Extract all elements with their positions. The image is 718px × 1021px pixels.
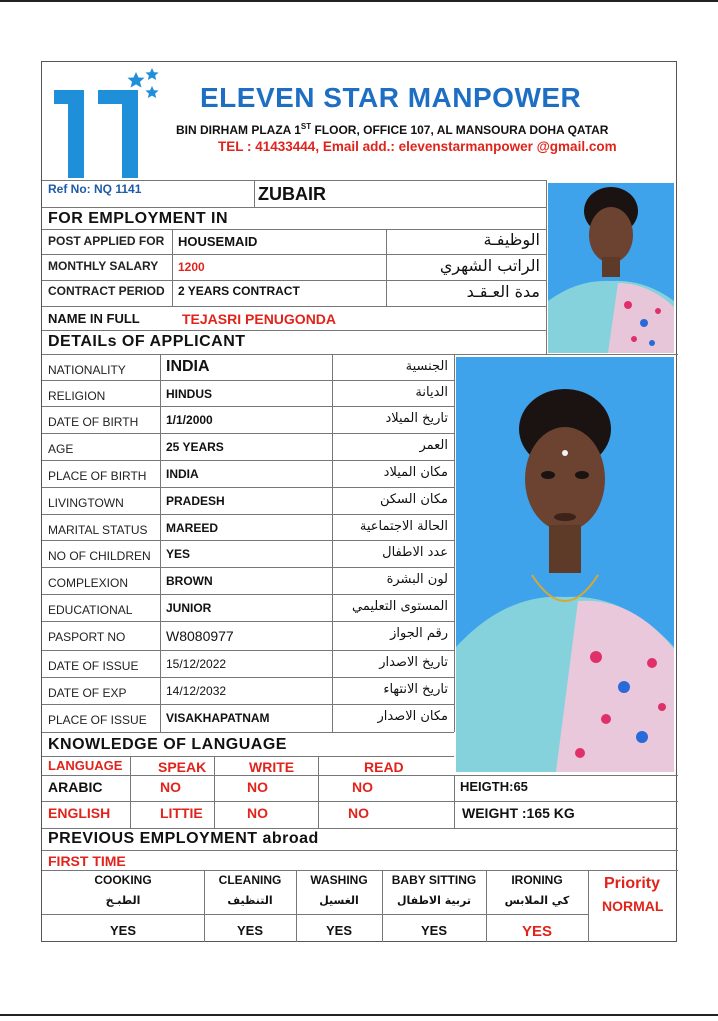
detail-value: YES xyxy=(166,547,191,561)
detail-value: PRADESH xyxy=(166,494,225,508)
detail-value: 25 YEARS xyxy=(166,440,224,454)
language-section-title: KNOWLEDGE OF LANGUAGE xyxy=(48,736,287,753)
detail-label: PLACE OF BIRTH xyxy=(48,469,147,483)
detail-label: MARITAL STATUS xyxy=(48,523,148,537)
detail-label: RELIGION xyxy=(48,389,106,403)
english-read: NO xyxy=(348,805,369,821)
skill-value: YES xyxy=(236,923,263,938)
detail-arabic: مكان الميلاد xyxy=(383,465,448,480)
arabic-read: NO xyxy=(352,779,373,795)
company-name: ELEVEN STAR MANPOWER xyxy=(200,82,582,113)
skill-arabic: التنظيف xyxy=(227,894,273,907)
salary-arabic: الراتب الشهري xyxy=(439,256,540,275)
skill-value: YES xyxy=(420,923,447,938)
detail-value: HINDUS xyxy=(166,387,213,401)
detail-label: NO OF CHILDREN xyxy=(48,549,151,563)
detail-value: INDIA xyxy=(166,467,199,481)
english-speak: LITTIE xyxy=(160,805,203,821)
detail-label: COMPLEXION xyxy=(48,576,129,590)
detail-label: AGE xyxy=(48,442,74,456)
address-suffix: FLOOR, OFFICE 107, AL MANSOURA DOHA QATAR xyxy=(311,123,609,137)
detail-value: INDIA xyxy=(166,358,210,375)
details-section-title: DETAILs OF APPLICANT xyxy=(48,333,246,350)
detail-label: EDUCATIONAL xyxy=(48,603,133,617)
skill-name: COOKING xyxy=(94,873,152,887)
lang-arabic: ARABIC xyxy=(48,779,103,795)
name-label: NAME IN FULL xyxy=(48,311,140,326)
skill-value: YES xyxy=(521,923,552,940)
salary-label: MONTHLY SALARY xyxy=(48,259,159,273)
priority-label: Priority xyxy=(604,875,661,892)
contract-label: CONTRACT PERIOD xyxy=(48,284,165,298)
previous-status: FIRST TIME xyxy=(48,853,126,869)
lang-english: ENGLISH xyxy=(48,805,111,821)
skill-arabic: كي الملابس xyxy=(504,894,570,907)
contract-arabic: مدة العـقـد xyxy=(466,282,540,301)
post-label: POST APPLIED FOR xyxy=(48,234,165,248)
detail-label: DATE OF ISSUE xyxy=(48,659,139,673)
applicant-photo-small xyxy=(548,183,674,353)
language-header-write: WRITE xyxy=(249,759,295,775)
detail-value: W8080977 xyxy=(166,628,234,644)
detail-label: DATE OF EXP xyxy=(48,686,127,700)
detail-value: 15/12/2022 xyxy=(166,657,227,671)
detail-value: JUNIOR xyxy=(166,601,212,615)
detail-arabic: مكان السكن xyxy=(379,492,448,507)
detail-arabic: عدد الاطفال xyxy=(382,545,448,560)
detail-label: NATIONALITY xyxy=(48,363,126,377)
company-address xyxy=(176,122,608,137)
application-form xyxy=(41,61,677,942)
detail-arabic: العمر xyxy=(419,438,448,453)
top-border xyxy=(0,0,718,2)
address-sup: ST xyxy=(300,122,312,131)
detail-arabic: تاريخ الاصدار xyxy=(379,655,448,670)
language-header-speak: SPEAK xyxy=(158,759,207,775)
detail-value: 1/1/2000 xyxy=(166,413,213,427)
skill-name: WASHING xyxy=(310,873,368,887)
detail-label: PLACE OF ISSUE xyxy=(48,713,147,727)
ref-number: Ref No: NQ 1141 xyxy=(48,182,142,196)
applicant-photo-large xyxy=(456,357,674,772)
company-contact: TEL : 41433444, Email add.: elevenstarmanpower @gmail.com xyxy=(218,139,617,154)
detail-arabic: تاريخ الميلاد xyxy=(385,411,448,426)
full-name: TEJASRI PENUGONDA xyxy=(182,311,337,327)
post-value: HOUSEMAID xyxy=(178,234,258,249)
english-write: NO xyxy=(247,805,268,821)
previous-section-title: PREVIOUS EMPLOYMENT abroad xyxy=(48,830,319,847)
address-prefix: BIN DIRHAM PLAZA 1 xyxy=(176,123,301,137)
language-header-language: LANGUAGE xyxy=(48,758,123,773)
detail-value: BROWN xyxy=(166,574,213,588)
detail-value: MAREED xyxy=(166,521,219,535)
detail-arabic: تاريخ الانتهاء xyxy=(383,682,448,697)
employment-section-title: FOR EMPLOYMENT IN xyxy=(48,210,229,227)
detail-label: LIVINGTOWN xyxy=(48,496,124,510)
detail-arabic: المستوى التعليمي xyxy=(352,599,448,614)
skill-value: YES xyxy=(109,923,136,938)
contract-value: 2 YEARS CONTRACT xyxy=(178,284,300,298)
arabic-speak: NO xyxy=(160,779,181,795)
company-logo xyxy=(48,68,160,178)
detail-label: PASPORT NO xyxy=(48,630,126,644)
priority-value: NORMAL xyxy=(602,898,664,914)
skill-name: IRONING xyxy=(511,873,563,887)
agent-name: ZUBAIR xyxy=(258,184,326,204)
detail-arabic: الحالة الاجتماعية xyxy=(359,519,448,534)
bottom-border xyxy=(0,1014,718,1016)
detail-arabic: لون البشرة xyxy=(386,572,448,587)
skill-name: BABY SITTING xyxy=(391,873,477,887)
detail-arabic: رقم الجواز xyxy=(390,626,448,641)
detail-label: DATE OF BIRTH xyxy=(48,415,139,429)
skill-value: YES xyxy=(325,923,352,938)
post-arabic: الوظيفـة xyxy=(483,230,540,249)
weight-value: WEIGHT :165 KG xyxy=(462,805,575,821)
detail-arabic: الجنسية xyxy=(405,359,448,374)
salary-value: 1200 xyxy=(178,260,205,274)
height-value: HEIGTH:65 xyxy=(460,779,528,794)
skill-arabic: الغسيل xyxy=(319,894,359,907)
detail-arabic: الديانة xyxy=(415,385,448,400)
skill-arabic: تربية الاطفال xyxy=(396,894,471,907)
detail-value: 14/12/2032 xyxy=(166,684,227,698)
language-header-read: READ xyxy=(364,759,404,775)
detail-arabic: مكان الاصدار xyxy=(377,709,448,724)
arabic-write: NO xyxy=(247,779,268,795)
detail-value: VISAKHAPATNAM xyxy=(166,711,270,725)
skill-name: CLEANING xyxy=(218,873,282,887)
skill-arabic: الطبـخ xyxy=(105,894,141,907)
